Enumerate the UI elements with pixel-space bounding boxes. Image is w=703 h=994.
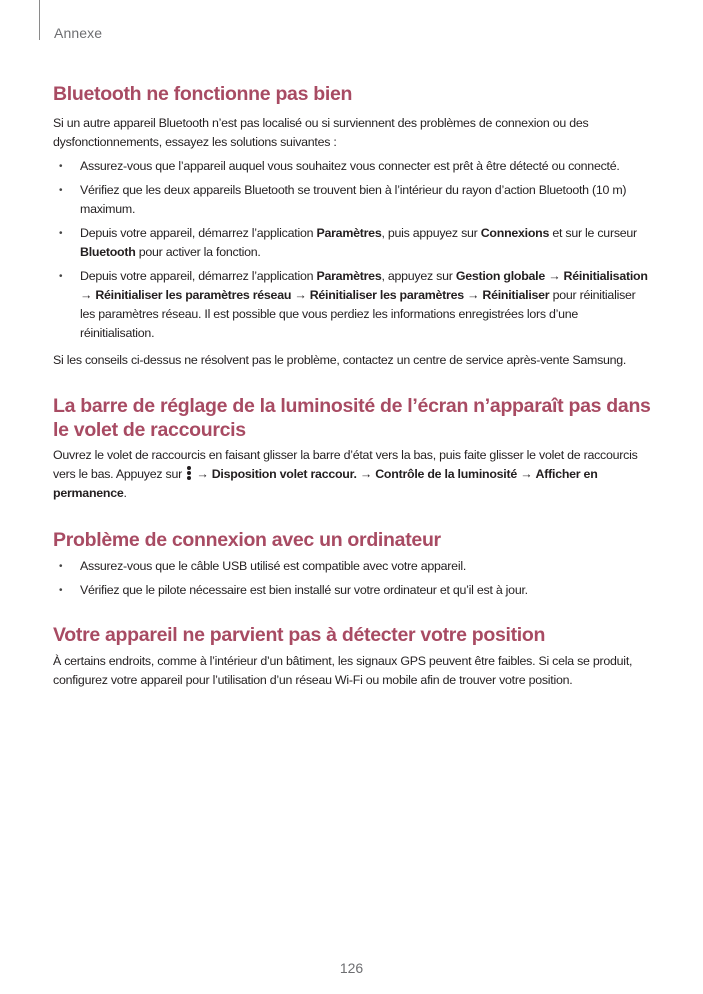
- section-title: Votre appareil ne parvient pas à détecter votre position: [53, 624, 546, 646]
- page-number: 126: [339, 960, 364, 976]
- ui-term-disposition: Disposition volet raccour.: [211, 467, 357, 481]
- ui-term-reinit-reseau: Réinitialiser les paramètres réseau: [95, 288, 292, 302]
- list-item: • Depuis votre appareil, démarrez l’application Paramètres, appuyez sur Gestion globale → Réinitialisation → Réinitialiser les paramètres réseau → Réinitialiser les paramètres → Réinitialiser pour réinitialiser les paramètres réseau. Il est possible que vous perdiez les informations enregistrées lors d’une réinitialisation.: [59, 269, 648, 340]
- section-title: Bluetooth ne fonctionne pas bien: [53, 83, 353, 105]
- section-note: Si les conseils ci-dessus ne résolvent pas le problème, contactez un centre de service après-vente Samsung.: [53, 353, 627, 367]
- bullet-list: [53, 157, 653, 343]
- bullet-icon: •: [59, 161, 63, 172]
- more-options-icon: [186, 466, 192, 480]
- arrow-icon: →: [193, 467, 212, 481]
- bullet-list: [53, 557, 653, 600]
- ui-term-parametres: Paramètres: [316, 269, 382, 283]
- ui-term-reinitialiser: Réinitialiser: [482, 288, 550, 302]
- section-body: Ouvrez le volet de raccourcis en faisant glisser la barre d’état vers la bas, puis faite glisser le volet de raccourcis vers le bas. Appuyez sur → Disposition volet raccour. → Contrôle de la luminosité → Afficher en permanence.: [53, 448, 638, 500]
- page-content: [53, 82, 653, 690]
- running-head: Annexe: [54, 25, 103, 41]
- ui-term-parametres: Paramètres: [316, 226, 382, 240]
- bullet-icon: •: [59, 561, 63, 572]
- list-item: • Assurez-vous que l’appareil auquel vous souhaitez vous connecter est prêt à être détecté ou connecté.: [53, 157, 653, 176]
- list-item: • Vérifiez que le pilote nécessaire est bien installé sur votre ordinateur et qu’il est à jour.: [53, 581, 653, 600]
- ui-term-connexions: Connexions: [480, 226, 550, 240]
- section-title: La barre de réglage de la luminosité de l’écran n’apparaît pas dans le volet de raccourcis: [53, 395, 651, 441]
- bullet-icon: •: [59, 271, 63, 282]
- section-bluetooth: [53, 82, 653, 370]
- section-body: À certains endroits, comme à l’intérieur d’un bâtiment, les signaux GPS peuvent être faibles. Si cela se produit, configurez votre appareil pour l’utilisation d’un réseau Wi-Fi ou mobile afin de trouver votre position.: [53, 654, 633, 687]
- ui-term-gestion-globale: Gestion globale: [455, 269, 546, 283]
- section-position: [53, 623, 653, 690]
- arrow-icon: →: [463, 288, 483, 302]
- section-ordinateur: [53, 528, 653, 600]
- margin-rule: [39, 0, 40, 40]
- arrow-icon: →: [291, 288, 310, 302]
- section-luminosite: [53, 394, 653, 503]
- list-item: • Assurez-vous que le câble USB utilisé est compatible avec votre appareil.: [53, 557, 653, 576]
- ui-term-reinit-parametres: Réinitialiser les paramètres: [309, 288, 464, 302]
- bullet-icon: •: [59, 585, 63, 596]
- arrow-icon: →: [80, 288, 96, 302]
- bullet-icon: •: [59, 185, 63, 196]
- section-intro: Si un autre appareil Bluetooth n’est pas localisé ou si surviennent des problèmes de connexion ou des dysfonctionnements, essayez les solutions suivantes :: [53, 116, 589, 149]
- ui-term-afficher-permanence: Afficher en permanence: [53, 467, 598, 500]
- list-item: • Vérifiez que les deux appareils Bluetooth se trouvent bien à l’intérieur du rayon d’action Bluetooth (10 m) maximum.: [59, 183, 627, 216]
- section-title: Problème de connexion avec un ordinateur: [53, 529, 441, 551]
- list-item: • Depuis votre appareil, démarrez l’application Paramètres, puis appuyez sur Connexions et sur le curseur Bluetooth pour activer la fonction.: [59, 226, 637, 259]
- ui-term-reinitialisation: Réinitialisation: [563, 269, 648, 283]
- ui-term-controle-luminosite: Contrôle de la luminosité: [375, 467, 518, 481]
- ui-term-bluetooth: Bluetooth: [80, 245, 136, 259]
- arrow-icon: →: [545, 269, 564, 283]
- arrow-icon: →: [356, 467, 376, 481]
- bullet-icon: •: [59, 228, 63, 239]
- arrow-icon: →: [517, 467, 536, 481]
